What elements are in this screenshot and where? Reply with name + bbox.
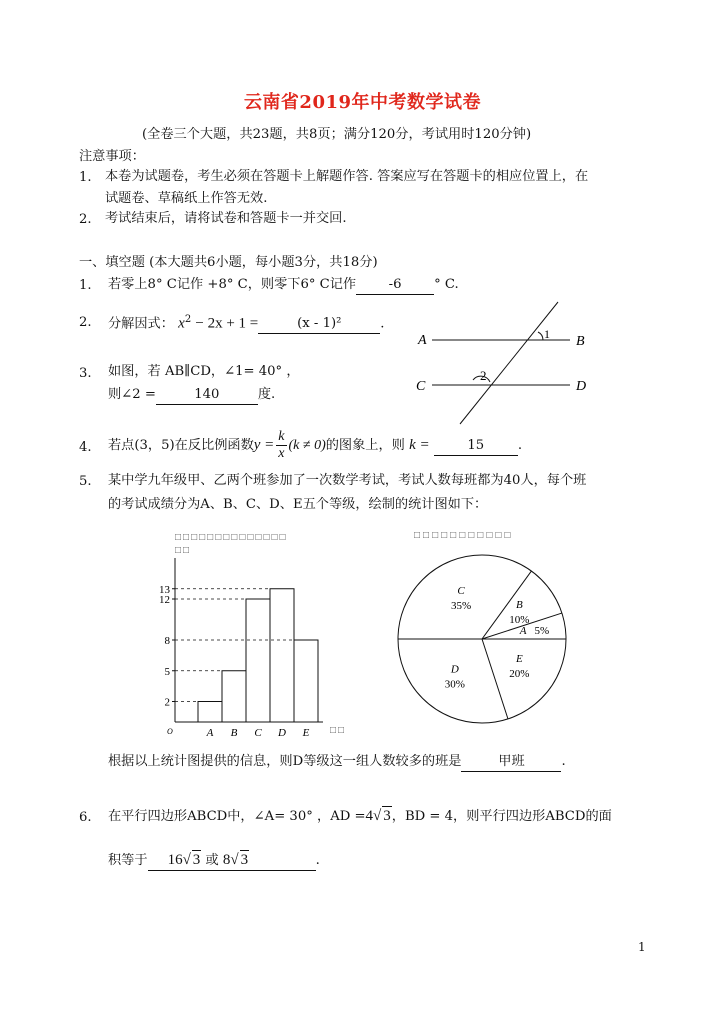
q4-frac-den: x (278, 446, 285, 461)
q3-answer: 140 (156, 386, 258, 405)
q5-conclusion-text: 根据以上统计图提供的信息，则D等级这一组人数较多的班是 (108, 754, 462, 769)
slice-name-b: B (516, 598, 523, 611)
notice-1-line2: 试题卷、草稿纸上作答无效. (105, 191, 268, 206)
bar-d (270, 589, 294, 722)
q5-conclusion (108, 753, 566, 772)
transversal (460, 302, 558, 424)
slice-label-a (519, 625, 549, 637)
page-title: 云南省2019年中考数学试卷 (243, 92, 482, 113)
q6-text-c: 积等于 (108, 853, 148, 868)
q1-answer: -6 (356, 276, 434, 295)
q2-expr-rest: − 2x + 1 = (195, 315, 259, 332)
y-tick-label: 12 (159, 594, 170, 606)
q4-cond: (k ≠ 0) (288, 438, 326, 453)
y-tick-label: 8 (164, 635, 170, 647)
parallel-lines-figure (410, 296, 610, 431)
q6-number: 6. (79, 810, 92, 825)
q4-k-eq: k = (409, 437, 430, 453)
q5-answer: 甲班 (461, 753, 561, 772)
question-4 (108, 428, 522, 463)
q2-text: 分解因式： (108, 316, 174, 332)
q4-frac-num: k (278, 429, 285, 444)
point-b: B (576, 334, 585, 349)
q4-text: 若点(3，5)在反比例函数 (108, 438, 254, 453)
slice-pct-c: 35% (450, 599, 472, 612)
q2-expr-exp: 2 (184, 314, 192, 325)
question-6-line2 (108, 850, 320, 871)
q2-expr-x: x (178, 315, 185, 332)
bar-chart-title: □□□□□□□□□□□□□□ (175, 532, 288, 543)
pie-chart-title: □□□□□□□□□□□ (414, 530, 514, 541)
q5-line1: 某中学九年级甲、乙两个班参加了一次数学考试，考试人数每班都为40人，每个班 (108, 473, 587, 488)
q5-line2: 的考试成绩分为A、B、C、D、E五个等级，绘制的统计图如下： (108, 497, 488, 512)
section-heading: 一、填空题 (本大题共6小题，每小题3分，共18分) (79, 255, 378, 270)
bar-b (222, 671, 246, 722)
q3-line2: 则∠2 = (108, 387, 156, 402)
slice-divider (482, 639, 508, 719)
slice-name-c: C (457, 584, 465, 597)
x-tick-label: E (302, 727, 310, 739)
question-1 (108, 276, 459, 295)
q6-answer: 16√ 3 或 8√ 3 (148, 850, 316, 871)
q4-text-b: 的图象上，则 (325, 438, 405, 453)
question-6-line1: 在平行四边形ABCD中，∠A= 30° ，AD =4√ 3，BD = 4，则平行四边形ABCD的面 (108, 808, 612, 824)
notice-1-num: 1. (79, 170, 92, 185)
q6-ans1-rad: 3 (192, 852, 201, 868)
x-tick-label: D (278, 727, 286, 739)
q6-ad-rad: 3 (383, 808, 391, 824)
x-tick-label: B (230, 727, 238, 739)
bar-e (294, 640, 318, 722)
slice-pct-e: 20% (509, 668, 530, 681)
q6-text-b: ，BD = 4，则平行四边形ABCD的面 (391, 809, 612, 824)
angle-2-label: 2 (480, 368, 487, 383)
slice-pct-b: 10% (509, 613, 530, 626)
slice-pct-a: 5% (534, 625, 550, 638)
q3-line1: 如图，若 AB∥CD，∠1= 40° ， (108, 364, 300, 379)
y-tick-label: 5 (164, 665, 170, 678)
q1-unit: ° C. (434, 277, 459, 292)
point-d: D (576, 379, 587, 394)
point-c: C (416, 379, 426, 394)
q6-ans1-coef: 16 (167, 852, 183, 868)
y-tick-label: 2 (164, 696, 170, 709)
q6-ans2-rad: 3 (240, 852, 249, 868)
q6-ad-coef: 4 (365, 808, 374, 824)
q2-answer: (x - 1)² (258, 315, 380, 334)
notice-heading: 注意事项： (79, 149, 145, 164)
q2-end: . (380, 316, 385, 332)
q3-end: 度. (257, 387, 276, 402)
q1-text: 若零上8° C记作 +8° C，则零下6° C记作 (108, 277, 357, 292)
bar-chart-ylabel: □□ (175, 545, 192, 556)
angle-1-arc (538, 332, 543, 340)
question-3 (108, 386, 275, 405)
bar-chart-origin: O (167, 727, 173, 736)
notice-2-num: 2. (79, 212, 92, 227)
slice-name-a: A (519, 625, 527, 638)
q6-text-a: 在平行四边形ABCD中，∠A= 30° ，AD = (108, 809, 366, 824)
pie-chart (392, 526, 572, 736)
x-tick-label: C (254, 727, 262, 739)
y-tick-label: 13 (159, 583, 170, 596)
q4-number: 4. (79, 440, 92, 455)
q1-number: 1. (79, 278, 92, 293)
q3-number: 3. (79, 366, 92, 381)
question-2 (108, 311, 384, 334)
q2-number: 2. (79, 315, 92, 330)
notice-2-line1: 考试结束后，请将试卷和答题卡一并交回. (105, 211, 347, 226)
slice-name-d: D (450, 663, 459, 676)
x-tick-label: A (206, 727, 214, 739)
slice-pct-d: 30% (444, 678, 465, 691)
bar-a (198, 702, 222, 723)
angle-1-label: 1 (544, 327, 550, 341)
point-a: A (418, 333, 427, 348)
q6-ans2-coef: 8 (222, 852, 231, 868)
bar-chart (155, 526, 365, 741)
q4-y-eq: y = (253, 437, 275, 453)
slice-name-e: E (516, 653, 523, 666)
q6-end: . (315, 853, 320, 868)
bar-chart-xlabel: □□ (330, 725, 347, 736)
q4-answer: 15 (434, 437, 518, 456)
q5-end: . (561, 754, 566, 769)
q4-end: . (517, 438, 523, 453)
q6-ans-or: 或 (205, 853, 219, 868)
q5-number: 5. (79, 474, 92, 489)
page-number: 1 (638, 940, 646, 954)
bar-c (246, 599, 270, 722)
exam-info: (全卷三个大题，共23题，共8页；满分120分，考试用时120分钟) (142, 127, 532, 142)
notice-1-line1: 本卷为试题卷，考生必须在答题卡上解题作答. 答案应写在答题卡的相应位置上，在 (105, 169, 589, 184)
